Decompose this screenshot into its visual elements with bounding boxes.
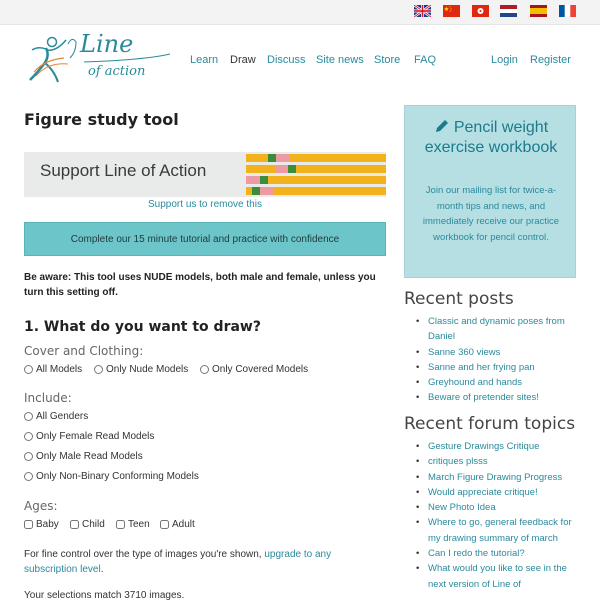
nav-faq[interactable]: FAQ xyxy=(414,54,437,66)
support-banner[interactable] xyxy=(24,152,386,197)
pencil-icon xyxy=(434,118,450,134)
nav-discuss[interactable]: Discuss xyxy=(267,54,306,66)
site-logo[interactable] xyxy=(24,32,174,88)
forum-topic-item[interactable]: • New Photo Idea xyxy=(416,500,582,515)
tutorial-text: Complete our 15 minute tutorial and practice with confidence xyxy=(70,233,340,245)
include-male-radio[interactable] xyxy=(24,452,33,461)
forum-topic-item[interactable]: • Would appreciate critique! xyxy=(416,485,582,500)
promo-description: Join our mailing list for twice-a-month tips and news, and immediately receive our practice workbook for pencil control. xyxy=(422,185,560,243)
cover-all-radio[interactable] xyxy=(24,365,33,374)
age-adult-option[interactable]: Adult xyxy=(160,519,195,530)
nav-store[interactable]: Store xyxy=(374,54,401,66)
cover-covered-option[interactable]: Only Covered Models xyxy=(200,364,308,375)
hongkong-flag-icon[interactable] xyxy=(472,5,489,17)
cover-label: Cover and Clothing: xyxy=(24,344,144,358)
netherlands-flag-icon[interactable] xyxy=(500,5,517,17)
nav-learn[interactable]: Learn xyxy=(190,54,219,66)
promo-title-block[interactable] xyxy=(405,118,577,158)
include-female-radio[interactable] xyxy=(24,432,33,441)
logo-of-action-text: of action xyxy=(88,64,146,79)
register-link[interactable]: Register xyxy=(530,54,571,66)
tutorial-button[interactable] xyxy=(24,222,386,256)
upgrade-subscription-link[interactable]: upgrade to any subscription level xyxy=(24,549,332,575)
page-title: Figure study tool xyxy=(24,110,179,129)
france-flag-icon[interactable] xyxy=(559,5,576,17)
recent-post-item[interactable]: • Sanne 360 views xyxy=(416,345,582,360)
nav-draw[interactable]: Draw xyxy=(230,54,256,66)
login-link[interactable]: Login xyxy=(491,54,518,66)
age-baby-option[interactable]: Baby xyxy=(24,519,59,530)
age-baby-checkbox[interactable] xyxy=(24,520,33,529)
language-bar xyxy=(0,0,600,25)
china-flag-icon[interactable] xyxy=(443,5,460,17)
forum-topic-item[interactable]: • Where to go, general feedback for my drawing summary of march xyxy=(416,515,582,546)
recent-posts-list xyxy=(416,314,582,406)
ages-label: Ages: xyxy=(24,499,58,513)
cover-covered-radio[interactable] xyxy=(200,365,209,374)
include-female-option[interactable]: Only Female Read Models xyxy=(24,431,154,442)
include-nonbinary-option[interactable]: Only Non-Binary Conforming Models xyxy=(24,471,199,482)
pencils-image xyxy=(246,152,386,197)
age-teen-option[interactable]: Teen xyxy=(116,519,150,530)
nav-site-news[interactable]: Site news xyxy=(316,54,364,66)
include-all-radio[interactable] xyxy=(24,412,33,421)
cover-nude-option[interactable]: Only Nude Models xyxy=(94,364,188,375)
workbook-promo[interactable] xyxy=(404,105,576,278)
forum-topic-item[interactable]: • Gesture Drawings Critique xyxy=(416,439,582,454)
selection-match-count: Your selections match 3710 images. xyxy=(24,590,185,601)
recent-post-item[interactable]: • Sanne and her frying pan xyxy=(416,360,582,375)
forum-topic-item[interactable]: • critiques plsss xyxy=(416,454,582,469)
age-child-checkbox[interactable] xyxy=(70,520,79,529)
recent-post-item[interactable]: • Classic and dynamic poses from Daniel xyxy=(416,314,582,345)
banner-text: Support Line of Action xyxy=(40,161,207,180)
recent-posts-heading: Recent posts xyxy=(404,289,514,309)
recent-forum-list xyxy=(416,439,582,592)
spain-flag-icon[interactable] xyxy=(530,5,547,17)
cover-all-option[interactable]: All Models xyxy=(24,364,82,375)
promo-title: Pencil weight exercise workbook xyxy=(424,119,558,156)
support-remove-link[interactable]: Support us to remove this xyxy=(148,199,262,210)
include-male-option[interactable]: Only Male Read Models xyxy=(24,451,143,462)
forum-topic-item[interactable]: • March Figure Drawing Progress xyxy=(416,470,582,485)
age-teen-checkbox[interactable] xyxy=(116,520,125,529)
forum-topic-item[interactable]: • What would you like to see in the next version of Line of xyxy=(416,561,582,592)
nude-warning: Be aware: This tool uses NUDE models, both male and female, unless you turn this setting off. xyxy=(24,272,376,298)
recent-forum-heading: Recent forum topics xyxy=(404,414,576,434)
logo-line-text: Line xyxy=(80,30,134,58)
uk-flag-icon[interactable] xyxy=(414,5,431,17)
include-nonbinary-radio[interactable] xyxy=(24,472,33,481)
recent-post-item[interactable]: • Beware of pretender sites! xyxy=(416,390,582,405)
fine-control-text: For fine control over the type of images you're shown, upgrade to any subscription level. xyxy=(24,549,332,575)
include-all-genders-option[interactable]: All Genders xyxy=(24,411,88,422)
section-heading-what-to-draw: 1. What do you want to draw? xyxy=(24,319,261,335)
forum-topic-item[interactable]: • Can I redo the tutorial? xyxy=(416,546,582,561)
age-child-option[interactable]: Child xyxy=(70,519,105,530)
age-adult-checkbox[interactable] xyxy=(160,520,169,529)
cover-nude-radio[interactable] xyxy=(94,365,103,374)
recent-post-item[interactable]: • Greyhound and hands xyxy=(416,375,582,390)
include-label: Include: xyxy=(24,391,72,405)
